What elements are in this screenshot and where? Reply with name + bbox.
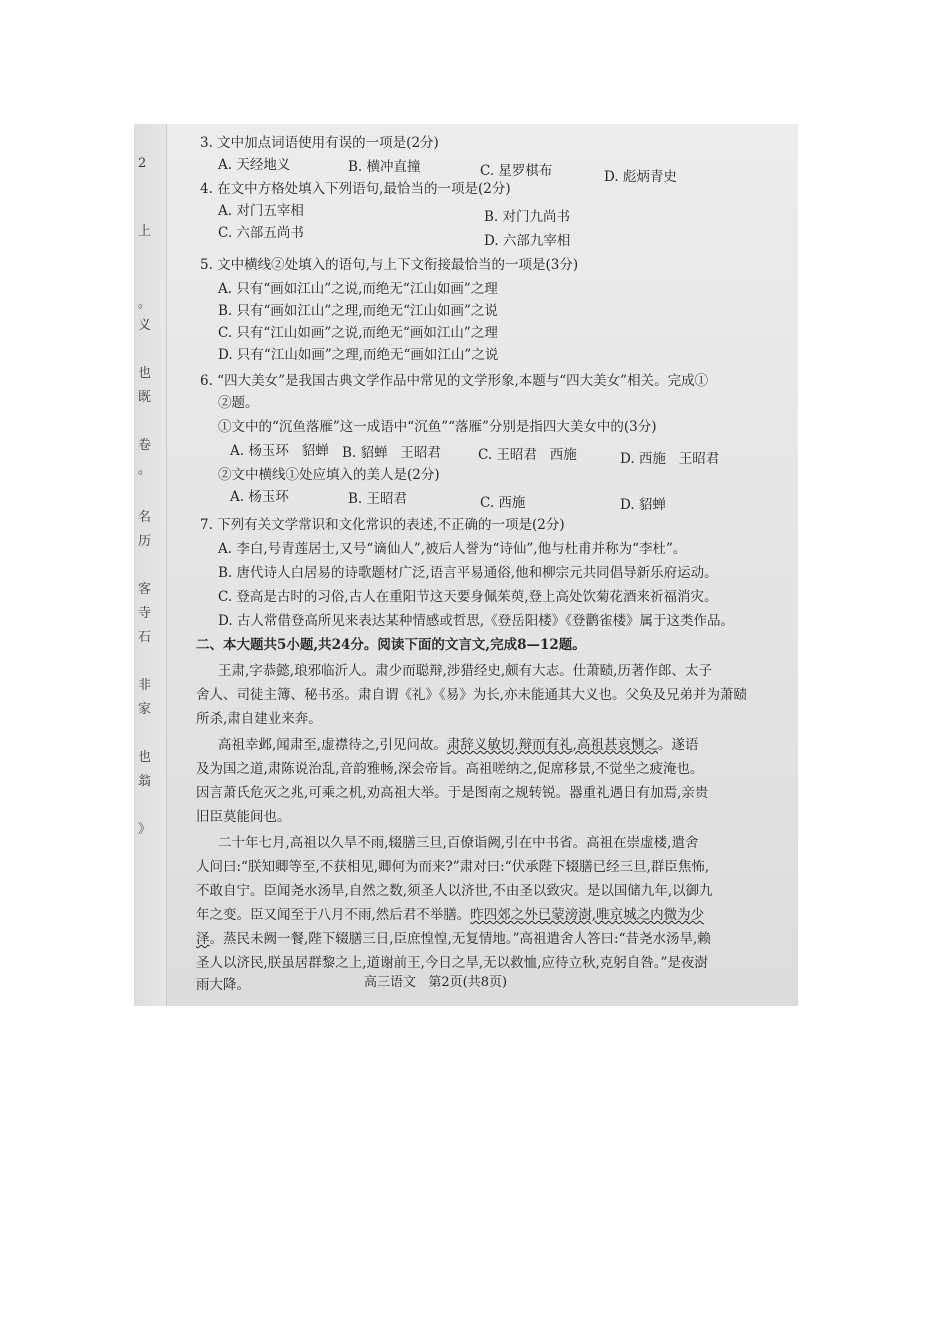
passage-p3-line2: 人问曰:“朕知卿等至,不获相见,卿何为而来?”肃对曰:“伏承陛下辍膳已经三旦,群臣焦怖,: [196, 859, 710, 875]
margin-char: 名: [138, 510, 152, 525]
margin-char: 也: [138, 366, 152, 381]
q3-option-d: D. 彪炳青史: [604, 169, 677, 185]
passage-p3-line5: [196, 930, 711, 948]
margin-char: 石: [138, 630, 152, 645]
margin-char: 义: [138, 318, 152, 333]
q5-option-d: D. 只有“江山如画”之理,而绝无“画如江山”之说: [218, 347, 499, 363]
passage-p2-line1: [218, 736, 698, 754]
q4-stem: 4. 在文中方格处填入下列语句,最恰当的一项是(2分): [200, 181, 511, 197]
passage-underlined-sentence-2b: 泽: [196, 931, 210, 947]
q6-sub2-option-c: C. 西施: [480, 495, 526, 511]
q7-option-a: A. 李白,号青莲居士,又号“谪仙人”,被后人誉为“诗仙”,他与杜甫并称为“李杜”。: [218, 541, 687, 557]
exam-page-photo: [134, 124, 798, 1006]
q3-option-b: B. 横冲直撞: [348, 159, 421, 175]
q7-option-b: B. 唐代诗人白居易的诗歌题材广泛,语言平易通俗,他和柳宗元共同倡导新乐府运动。: [218, 565, 718, 581]
passage-underlined-sentence-1: 肃辞义敏切,辩而有礼,高祖甚哀恻之: [446, 737, 658, 753]
q6-sub1-option-c: C. 王昭君 西施: [478, 447, 577, 463]
q4-option-c: C. 六部五尚书: [218, 225, 304, 241]
passage-p2-line4: 旧臣莫能间也。: [196, 809, 291, 825]
passage-p3-line5-post: 。蒸民未阙一餐,陛下辍膳三日,臣庶惶惶,无复情地。”高祖遣舍人答曰:“昔尧水汤旱,赖: [209, 931, 711, 947]
q6-sub2-option-b: B. 王昭君: [348, 491, 408, 507]
q6-sub1-option-a: A. 杨玉环 貂蝉: [230, 443, 329, 459]
passage-p1-line3: 所杀,肃自建业来奔。: [196, 711, 322, 727]
passage-p3-line4-pre: 年之变。臣又闻至于八月不雨,然后君不举膳。: [196, 907, 471, 923]
margin-char: 既: [138, 390, 152, 405]
left-margin-strip: [134, 124, 167, 1006]
passage-p1-line1: 王肃,字恭懿,琅邪临沂人。肃少而聪辩,涉猎经史,颇有大志。仕萧赜,历著作郎、太子: [218, 663, 712, 679]
q6-sub2-stem: ②文中横线①处应填入的美人是(2分): [218, 467, 440, 483]
section-2-heading: 二、本大题共5小题,共24分。阅读下面的文言文,完成8—12题。: [196, 637, 586, 653]
passage-p1-line2: 舍人、司徒主簿、秘书丞。肃自谓《礼》《易》为长,亦未能通其大义也。父奂及兄弟并为萧赜: [196, 687, 748, 703]
passage-p3-line6: 圣人以济民,朕虽居群黎之上,道谢前王,今日之旱,无以救恤,应待立秋,克躬自咎。”是夜澍: [196, 955, 708, 971]
q6-sub2-option-d: D. 貂蝉: [620, 497, 666, 513]
q3-option-c: C. 星罗棋布: [480, 163, 553, 179]
q4-option-d: D. 六部九宰相: [484, 233, 571, 249]
q7-option-c: C. 登高是古时的习俗,古人在重阳节这天要身佩茱萸,登上高处饮菊花酒来祈福消灾。: [218, 589, 718, 605]
q6-sub2-option-a: A. 杨玉环: [230, 489, 289, 505]
q6-sub1-option-d: D. 西施 王昭君: [620, 451, 720, 467]
passage-p2-line3: 因言萧氏危灭之兆,可乘之机,劝高祖大举。于是图南之规转锐。器重礼遇日有加焉,亲贵: [196, 785, 709, 801]
margin-char: 寺: [138, 606, 152, 621]
page-footer: 高三语文 第2页(共8页): [364, 975, 508, 990]
passage-p3-line7: 雨大降。: [196, 977, 250, 993]
q4-option-b: B. 对门九尚书: [484, 209, 571, 225]
q5-option-a: A. 只有“画如江山”之说,而绝无“江山如画”之理: [218, 281, 498, 297]
margin-char: 也: [138, 750, 152, 765]
passage-p3-line3: 不敢自宁。臣闻尧水汤旱,自然之数,须圣人以济世,不由圣以致灾。是以国储九年,以御九: [196, 883, 713, 899]
q7-stem: 7. 下列有关文学常识和文化常识的表述,不正确的一项是(2分): [200, 517, 565, 533]
margin-char: 。: [138, 462, 152, 477]
q6-stem-line1: 6. “四大美女”是我国古典文学作品中常见的文学形象,本题与“四大美女”相关。完成①: [200, 373, 709, 389]
margin-char: 。: [138, 296, 152, 311]
passage-p2-line2: 及为国之道,肃陈说治乱,音韵雅畅,深会帝旨。高祖嗟纳之,促席移景,不觉坐之疲淹也。: [196, 761, 704, 777]
margin-char: 2: [138, 156, 147, 171]
q3-option-a: A. 天经地义: [218, 157, 291, 173]
q6-stem-line2: ②题。: [218, 395, 259, 411]
passage-underlined-sentence-2a: 昨四郊之外已蒙滂澍,唯京城之内微为少: [470, 907, 705, 923]
passage-p3-line1: 二十年七月,高祖以久旱不雨,辍膳三旦,百僚诣阙,引在中书省。高祖在崇虚楼,遣舍: [218, 835, 699, 851]
q4-option-a: A. 对门五宰相: [218, 203, 304, 219]
q5-option-b: B. 只有“画如江山”之理,而绝无“江山如画”之说: [218, 303, 498, 319]
q6-sub1-stem: ①文中的“沉鱼落雁”这一成语中“沉鱼”“落雁”分别是指四大美女中的(3分): [218, 419, 657, 435]
margin-char: 上: [138, 224, 152, 239]
margin-char: 》: [138, 822, 152, 837]
q7-option-d: D. 古人常借登高所见来表达某种情感或哲思,《登岳阳楼》《登鹳雀楼》属于这类作品。: [218, 613, 734, 629]
passage-p3-line4: [196, 906, 704, 924]
passage-p2-line1-post: 。遂语: [657, 737, 699, 753]
margin-char: 翁: [138, 774, 152, 789]
passage-p2-line1-pre: 高祖幸邺,闻肃至,虚襟待之,引见问故。: [218, 737, 447, 753]
q5-stem: 5. 文中横线②处填入的语句,与上下文衔接最恰当的一项是(3分): [200, 257, 579, 273]
margin-char: 家: [138, 702, 152, 717]
margin-char: 客: [138, 582, 152, 597]
q3-stem: 3. 文中加点词语使用有误的一项是(2分): [200, 135, 439, 151]
margin-char: 历: [138, 534, 152, 549]
q6-sub1-option-b: B. 貂蝉 王昭君: [342, 445, 441, 461]
q5-option-c: C. 只有“江山如画”之说,而绝无“画如江山”之理: [218, 325, 498, 341]
margin-char: 卷: [138, 438, 152, 453]
margin-char: 非: [138, 678, 152, 693]
